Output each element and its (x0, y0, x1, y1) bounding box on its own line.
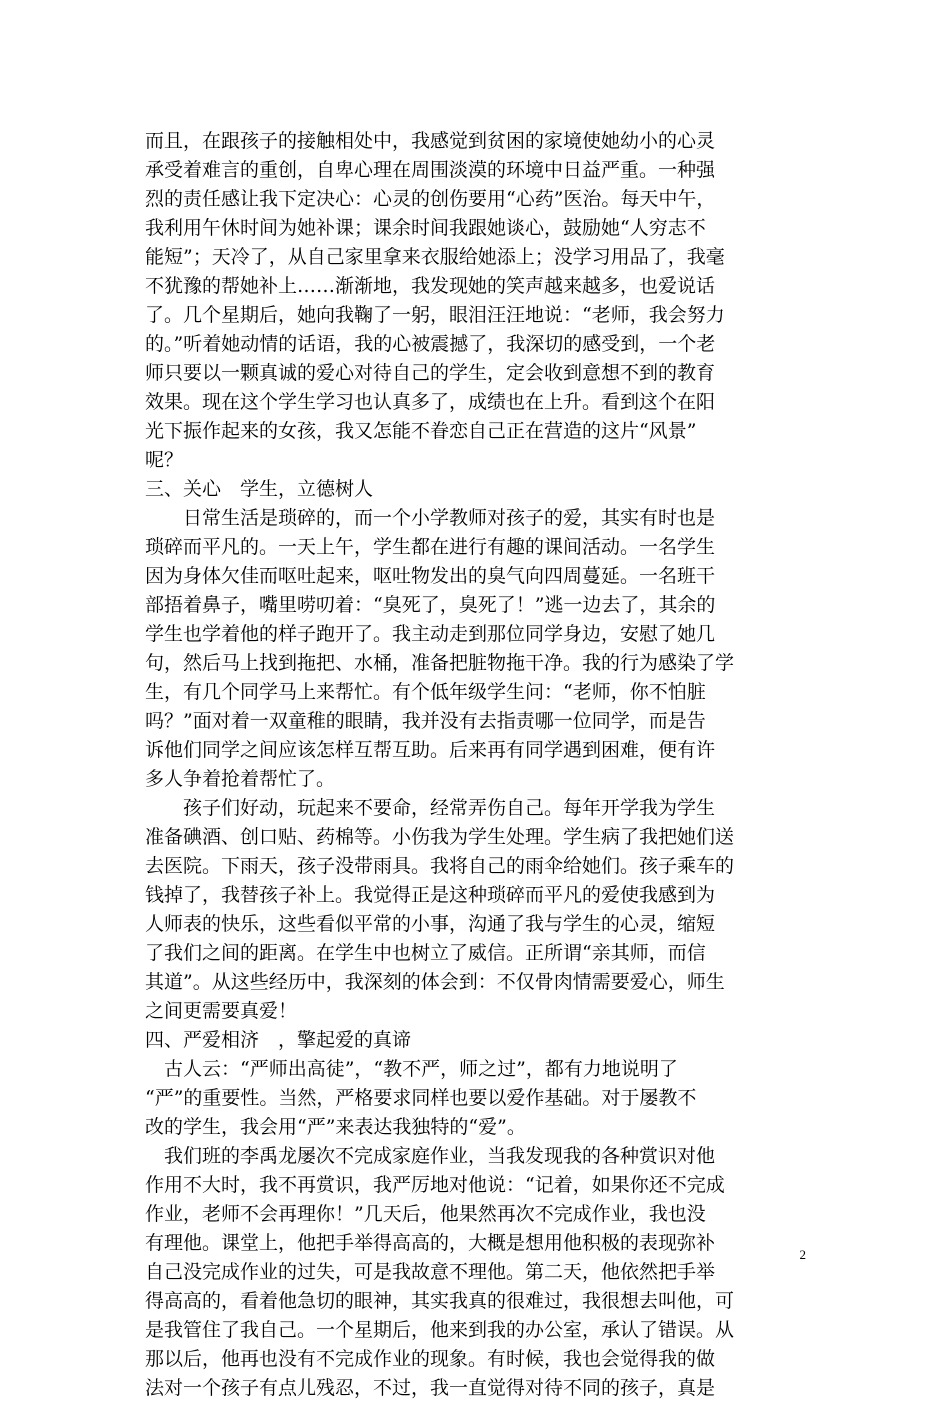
text-line: 去医院。下雨天，孩子没带雨具。我将自己的雨伞给她们。孩子乘车的 (145, 855, 735, 877)
text-line: 那以后，他再也没有不完成作业的现象。有时候，我也会觉得我的做 (145, 1348, 716, 1370)
text-line: 人师表的快乐，这些看似平常的小事，沟通了我与学生的心灵，缩短 (145, 913, 716, 935)
text-line: 钱掉了，我替孩子补上。我觉得正是这种琐碎而平凡的爱使我感到为 (145, 884, 716, 906)
text-line: 之间更需要真爱！ (145, 1000, 298, 1022)
text-line: 吗？”面对着一双童稚的眼睛，我并没有去指责哪一位同学，而是告 (145, 710, 706, 732)
text-line: 我利用午休时间为她补课；课余时间我跟她谈心，鼓励她“人穷志不 (145, 217, 706, 239)
text-line: 有理他。课堂上，他把手举得高高的，大概是想用他积极的表现弥补 (145, 1232, 716, 1254)
document-body (145, 127, 810, 1403)
text-line: 学生也学着他的样子跑开了。我主动走到那位同学身边，安慰了她几 (145, 623, 716, 645)
text-line: 承受着难言的重创，自卑心理在周围淡漠的环境中日益严重。一种强 (145, 159, 716, 181)
text-line: 师只要以一颗真诚的爱心对待自己的学生，定会收到意想不到的教育 (145, 362, 716, 384)
text-line: 日常生活是琐碎的，而一个小学教师对孩子的爱，其实有时也是 (145, 507, 716, 529)
text-line: “严”的重要性。当然，严格要求同样也要以爱作基础。对于屡教不 (145, 1087, 697, 1109)
text-line: 而且，在跟孩子的接触相处中，我感觉到贫困的家境使她幼小的心灵 (145, 130, 716, 152)
section-heading: 三、关心 学生，立德树人 (145, 478, 374, 500)
text-line: 不犹豫的帮她补上……渐渐地，我发现她的笑声越来越多，也爱说话 (145, 275, 716, 297)
text-line: 琐碎而平凡的。一天上午，学生都在进行有趣的课间活动。一名学生 (145, 536, 716, 558)
text-line: 烈的责任感让我下定决心：心灵的创伤要用“心药”医治。每天中午， (145, 188, 716, 210)
text-line: 部捂着鼻子，嘴里唠叨着：“臭死了，臭死了！”逃一边去了，其余的 (145, 594, 716, 616)
text-line: 的。”听着她动情的话语，我的心被震撼了，我深切的感受到，一个老 (145, 333, 716, 355)
text-line: 孩子们好动，玩起来不要命，经常弄伤自己。每年开学我为学生 (145, 797, 716, 819)
text-line: 光下振作起来的女孩，我又怎能不眷恋自己正在营造的这片“风景” (145, 420, 697, 442)
text-line: 效果。现在这个学生学习也认真多了，成绩也在上升。看到这个在阳 (145, 391, 716, 413)
text-line: 我们班的李禹龙屡次不完成家庭作业，当我发现我的各种赏识对他 (145, 1145, 716, 1167)
text-line: 作业，老师不会再理你！”几天后，他果然再次不完成作业，我也没 (145, 1203, 706, 1225)
text-line: 能短”；天冷了，从自己家里拿来衣服给她添上；没学习用品了，我毫 (145, 246, 725, 268)
text-line: 法对一个孩子有点儿残忍，不过，我一直觉得对待不同的孩子，真是 (145, 1377, 716, 1399)
text-line: 古人云：“严师出高徒”，“教不严，师之过”，都有力地说明了 (145, 1058, 678, 1080)
text-line: 多人争着抢着帮忙了。 (145, 768, 336, 790)
text-line: 作用不大时，我不再赏识，我严厉地对他说：“记着，如果你还不完成 (145, 1174, 725, 1196)
text-line: 改的学生，我会用“严”来表达我独特的“爱”。 (145, 1116, 526, 1138)
text-line: 诉他们同学之间应该怎样互帮互助。后来再有同学遇到困难，便有许 (145, 739, 716, 761)
text-line: 得高高的，看着他急切的眼神，其实我真的很难过，我很想去叫他，可 (145, 1290, 735, 1312)
text-line: 呢？ (145, 449, 184, 471)
text-line: 句，然后马上找到拖把、水桶，准备把脏物拖干净。我的行为感染了学 (145, 652, 735, 674)
text-line: 生，有几个同学马上来帮忙。有个低年级学生问：“老师，你不怕脏 (145, 681, 706, 703)
text-line: 准备碘酒、创口贴、药棉等。小伤我为学生处理。学生病了我把她们送 (145, 826, 735, 848)
text-line: 了我们之间的距离。在学生中也树立了威信。正所谓“亲其师，而信 (145, 942, 706, 964)
text-line: 了。几个星期后，她向我鞠了一躬，眼泪汪汪地说：“老师，我会努力 (145, 304, 725, 326)
text-line: 其道”。从这些经历中，我深刻的体会到：不仅骨肉情需要爱心，师生 (145, 971, 725, 993)
text-line: 因为身体欠佳而呕吐起来，呕吐物发出的臭气向四周蔓延。一名班干 (145, 565, 716, 587)
text-line: 自己没完成作业的过失，可是我故意不理他。第二天，他依然把手举 (145, 1261, 716, 1283)
text-line: 是我管住了我自己。一个星期后，他来到我的办公室，承认了错误。从 (145, 1319, 735, 1341)
section-heading: 四、严爱相济 ，擎起爱的真谛 (145, 1029, 412, 1051)
page-number: 2 (799, 1247, 806, 1262)
